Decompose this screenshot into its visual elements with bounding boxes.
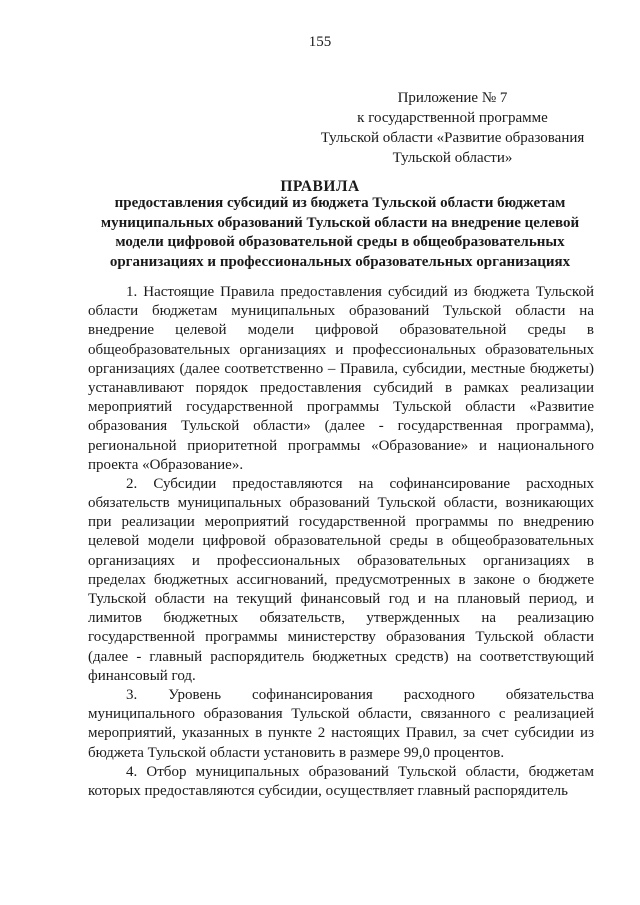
paragraph-line: региональной приоритетной программы «Образование» и национального — [88, 437, 594, 454]
paragraph-line: Тульской области на текущий финансовый год и на плановый период, и — [88, 591, 594, 607]
paragraph — [88, 283, 594, 475]
appendix-line: Тульской области «Развитие образования — [320, 130, 585, 146]
appendix-line: Тульской области» — [392, 150, 513, 166]
paragraph-line: бюджета Тульской области установить в размере 99,0 процентов. — [88, 744, 505, 761]
subtitle-line: предоставления субсидий из бюджета Тульской области бюджетам — [114, 195, 566, 211]
paragraph-line: пределах бюджетных ассигнований, предусмотренных в законе о бюджете — [88, 571, 594, 588]
subtitle-line: муниципальных образований Тульской области на внедрение целевой — [100, 214, 580, 231]
paragraph-line: области бюджетам муниципальных образований Тульской области на — [88, 303, 594, 320]
appendix-line: к государственной программе — [357, 110, 548, 126]
paragraph-line: мероприятий, указанных в пункте 2 настоящих Правил, за счет субсидии из — [88, 725, 594, 742]
paragraph-line: лимитов бюджетных обязательств, утвержденных на реализацию — [88, 610, 594, 627]
paragraph-line: целевой модели цифровой образовательной среды в общеобразовательных — [88, 533, 594, 550]
document-subtitle — [80, 194, 600, 272]
paragraph-line: которых предоставляются субсидии, осуществляет главный распорядитель — [88, 782, 568, 799]
paragraph-line: (далее - главный распорядитель бюджетных средств) на соответствующий — [88, 648, 594, 665]
paragraph-line: 4. Отбор муниципальных образований Тульской области, бюджетам — [126, 763, 594, 780]
appendix-block — [300, 88, 605, 168]
paragraph-line: обязательств муниципальных образований Тульской области, возникающих — [88, 495, 594, 512]
paragraph-line: муниципального образования Тульской области, связанного с реализацией — [88, 706, 594, 723]
paragraph — [88, 475, 594, 686]
paragraph-line: государственной программы министерству образования Тульской области — [88, 629, 594, 646]
paragraph-line: устанавливают порядок предоставления субсидий в рамках реализации — [88, 379, 594, 396]
subtitle-line: организациях и профессиональных образовательных организациях — [109, 253, 571, 270]
paragraph-line: при реализации мероприятий государственной программы по внедрению — [88, 514, 594, 531]
paragraph-line: образования Тульской области» (далее - государственная программа), — [88, 418, 594, 435]
paragraph-line: мероприятий государственной программы Тульской области «Развитие — [88, 399, 594, 416]
paragraph-line: общеобразовательных организациях и профессиональных образовательных — [88, 341, 594, 358]
paragraph — [88, 763, 594, 801]
appendix-line: Приложение № 7 — [397, 90, 508, 106]
paragraph-line: 1. Настоящие Правила предоставления субсидий из бюджета Тульской — [126, 284, 594, 300]
paragraph-line: 2. Субсидии предоставляются на софинансирование расходных — [126, 475, 594, 492]
document-title: ПРАВИЛА — [280, 178, 360, 195]
paragraph-line: финансовый год. — [88, 667, 196, 684]
page-number: 155 — [308, 34, 332, 50]
subtitle-line: модели цифровой образовательной среды в общеобразовательных — [115, 234, 565, 250]
paragraph-line: 3. Уровень софинансирования расходного обязательства — [126, 686, 594, 703]
paragraph — [88, 686, 594, 763]
paragraph-line: организациях (далее соответственно – Правила, субсидии, местные бюджеты) — [88, 360, 594, 377]
paragraph-line: проекта «Образование». — [88, 456, 244, 473]
paragraph-line: внедрение целевой модели цифровой образовательной среды в — [88, 322, 594, 339]
document-body — [88, 283, 594, 801]
paragraph-line: организациях и профессиональных образовательных организациях в — [88, 552, 594, 569]
